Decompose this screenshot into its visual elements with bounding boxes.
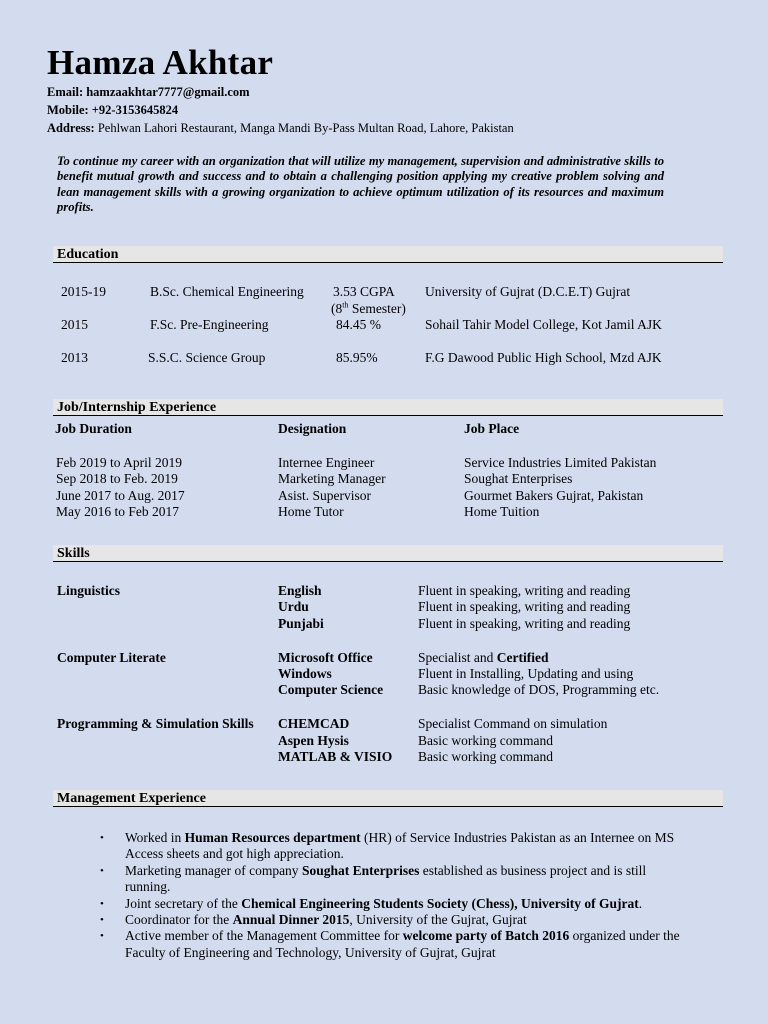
skill-category: Linguistics [57, 583, 121, 598]
skill-desc: Basic working command [418, 749, 553, 764]
skill-category: Programming & Simulation Skills [57, 716, 254, 731]
bullet-icon: • [100, 864, 104, 877]
skills-heading: Skills [53, 545, 723, 562]
jobs-col-place: Job Place [464, 421, 520, 436]
mobile-label: Mobile: [47, 103, 89, 117]
edu-score: 3.53 CGPA [333, 284, 395, 299]
job-place: Soughat Enterprises [464, 471, 573, 486]
job-designation: Asist. Supervisor [278, 488, 372, 503]
address-label: Address: [47, 121, 95, 135]
skill-name: English [278, 583, 322, 598]
edu-year: 2015-19 [61, 284, 106, 299]
bullet-icon: • [100, 832, 104, 844]
email-line [47, 84, 250, 100]
job-duration: Sep 2018 to Feb. 2019 [56, 471, 178, 486]
edu-score: 85.95% [336, 350, 378, 365]
job-place: Service Industries Limited Pakistan [464, 455, 657, 470]
skill-desc: Fluent in speaking, writing and reading [418, 616, 631, 631]
edu-degree: S.S.C. Science Group [148, 350, 266, 365]
edu-score: 84.45 % [336, 317, 381, 332]
mobile-value: +92-3153645824 [91, 103, 179, 117]
job-duration: Feb 2019 to April 2019 [56, 455, 183, 470]
job-place: Home Tuition [464, 504, 540, 519]
list-item: • Joint secretary of the Chemical Engineering Students Society (Chess), University of Gujrat. [100, 895, 643, 911]
jobs-col-designation: Designation [278, 421, 347, 436]
list-item: • Marketing manager of company Soughat Enterprises established as business project and is still running. [100, 862, 647, 895]
bullet-icon: • [100, 930, 104, 943]
list-item: • Worked in Human Resources department (HR) of Service Industries Pakistan as an Internee on MS Access sheets and got high appreciation. [100, 830, 675, 862]
edu-score-note: (8th Semester) [331, 300, 406, 316]
management-list [100, 830, 690, 961]
edu-degree: B.Sc. Chemical Engineering [150, 284, 304, 299]
job-place: Gourmet Bakers Gujrat, Pakistan [464, 488, 644, 503]
skill-desc: Basic knowledge of DOS, Programming etc. [418, 682, 660, 697]
job-designation: Home Tutor [278, 504, 344, 519]
skill-category: Computer Literate [57, 650, 166, 665]
job-duration: June 2017 to Aug. 2017 [56, 488, 185, 503]
list-item: • Active member of the Management Committee for welcome party of Batch 2016 organized under the Faculty of Engineering and Technology, University of Gujrat, Gujrat [100, 928, 680, 960]
skill-desc: Specialist Command on simulation [418, 716, 608, 731]
career-objective: To continue my career with an organization that will utilize my management, supervision and administrative skills to benefit mutual growth and success and to obtain a challenging position applying my creative problem solving and lean management skills with a growing organization to achieve optimum utilization of its resources and maximum profits. [57, 154, 664, 214]
skill-desc: Basic working command [418, 733, 553, 748]
edu-year: 2013 [61, 350, 88, 365]
skill-desc: Specialist and Certified [418, 650, 549, 665]
skill-name: Urdu [278, 599, 309, 614]
skill-desc: Fluent in speaking, writing and reading [418, 599, 631, 614]
skill-name: Microsoft Office [278, 650, 373, 665]
edu-degree: F.Sc. Pre-Engineering [150, 317, 269, 332]
list-item: • Coordinator for the Annual Dinner 2015, University of the Gujrat, Gujrat [100, 912, 527, 928]
skill-desc: Fluent in Installing, Updating and using [418, 666, 634, 681]
job-duration: May 2016 to Feb 2017 [56, 504, 179, 519]
bullet-icon: • [100, 897, 104, 910]
edu-institute: F.G Dawood Public High School, Mzd AJK [425, 350, 662, 365]
address-value: Pehlwan Lahori Restaurant, Manga Mandi By-Pass Multan Road, Lahore, Pakistan [97, 121, 514, 135]
skill-name: Computer Science [278, 682, 384, 697]
skill-desc: Fluent in speaking, writing and reading [418, 583, 631, 598]
job-designation: Internee Engineer [278, 455, 375, 470]
skill-name: Windows [278, 666, 332, 681]
education-heading: Education [53, 246, 723, 263]
mobile-line [47, 102, 178, 118]
skill-name: CHEMCAD [278, 716, 350, 731]
edu-year: 2015 [61, 317, 88, 332]
jobs-heading: Job/Internship Experience [53, 399, 723, 416]
management-heading: Management Experience [53, 790, 723, 807]
skill-name: MATLAB & VISIO [278, 749, 393, 764]
email-label: Email: [47, 85, 84, 99]
address-line [47, 120, 514, 136]
job-designation: Marketing Manager [278, 471, 386, 486]
skill-name: Aspen Hysis [278, 733, 349, 748]
email-value[interactable]: hamzaakhtar7777@gmail.com [86, 85, 250, 99]
skill-name: Punjabi [278, 616, 324, 631]
jobs-col-duration: Job Duration [55, 421, 132, 436]
candidate-name: Hamza Akhtar [47, 43, 274, 82]
edu-institute: University of Gujrat (D.C.E.T) Gujrat [425, 284, 631, 299]
bullet-icon: • [100, 914, 104, 927]
edu-institute: Sohail Tahir Model College, Kot Jamil AJK [425, 317, 662, 332]
